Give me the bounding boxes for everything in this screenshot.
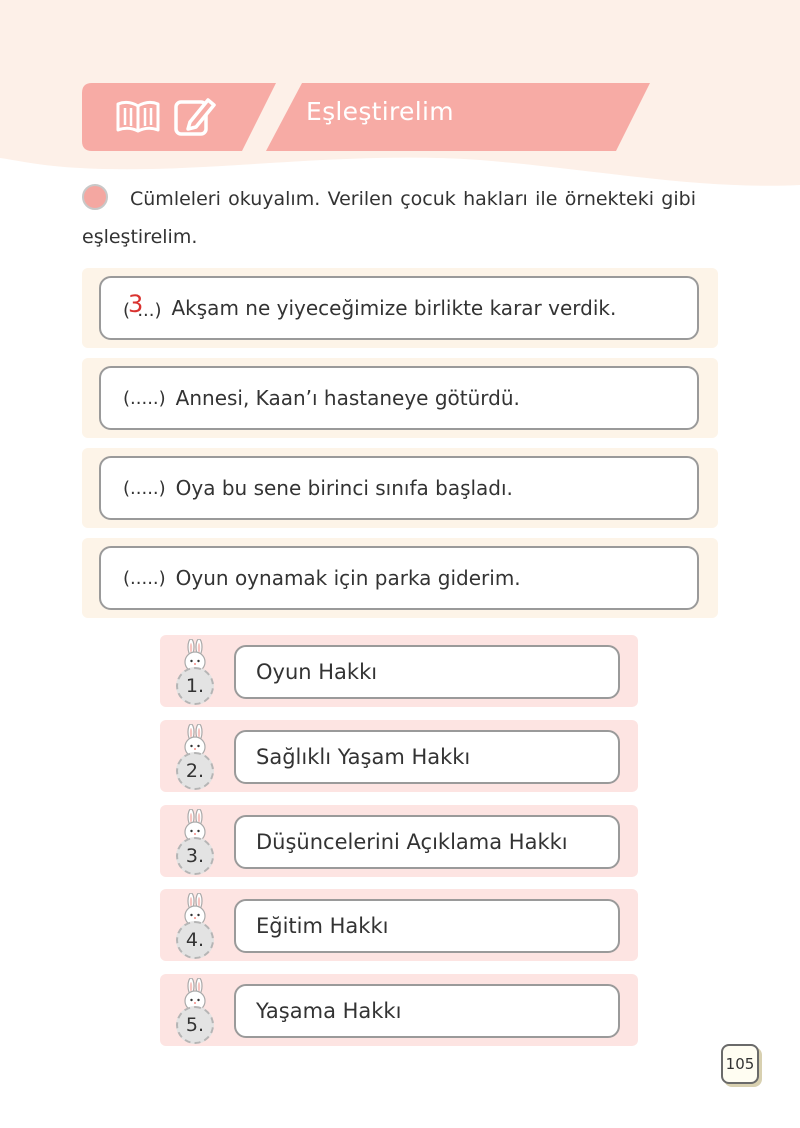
sentence-box	[99, 366, 699, 430]
sentence-row	[82, 358, 718, 438]
right-label-box: Oyun Hakkı	[234, 645, 620, 699]
edit-pencil-icon	[172, 94, 216, 138]
bullet-icon	[82, 184, 108, 210]
answer-slot[interactable]: (.....)	[123, 567, 166, 589]
sentence-text: Akşam ne yiyeceğimize birlikte karar verdik.	[171, 296, 617, 320]
number-badge: 5.	[176, 1006, 214, 1044]
number-badge: 1.	[176, 667, 214, 705]
instruction-text: Cümleleri okuyalım. Verilen çocuk hakları ile örnekteki gibi eşleştirelim.	[82, 188, 696, 248]
sentence-row	[82, 448, 718, 528]
sentence-text: Annesi, Kaan’ı hastaneye götürdü.	[175, 386, 520, 410]
open-book-icon	[114, 98, 162, 134]
sentence-row	[82, 538, 718, 618]
header-title-banner	[266, 83, 650, 151]
right-label-box: Eğitim Hakkı	[234, 899, 620, 953]
right-row	[160, 974, 638, 1046]
number-badge: 3.	[176, 837, 214, 875]
sentence-box	[99, 456, 699, 520]
number-badge: 4.	[176, 921, 214, 959]
right-label-box: Düşüncelerini Açıklama Hakkı	[234, 815, 620, 869]
sentence-box	[99, 546, 699, 610]
instruction	[82, 180, 696, 256]
right-row	[160, 805, 638, 877]
right-row	[160, 889, 638, 961]
answer-slot[interactable]: (3...)	[123, 290, 162, 321]
answer-slot[interactable]: (.....)	[123, 477, 166, 499]
filled-answer: 3	[128, 290, 144, 318]
sentence-text: Oyun oynamak için parka giderim.	[175, 566, 521, 590]
right-row	[160, 720, 638, 792]
right-label-box: Yaşama Hakkı	[234, 984, 620, 1038]
right-row	[160, 635, 638, 707]
sentence-row	[82, 268, 718, 348]
page-title: Eşleştirelim	[306, 97, 454, 126]
answer-slot[interactable]: (.....)	[123, 387, 166, 409]
page-number: 105	[721, 1044, 759, 1084]
sentence-text: Oya bu sene birinci sınıfa başladı.	[175, 476, 513, 500]
number-badge: 2.	[176, 752, 214, 790]
sentence-box	[99, 276, 699, 340]
right-label-box: Sağlıklı Yaşam Hakkı	[234, 730, 620, 784]
